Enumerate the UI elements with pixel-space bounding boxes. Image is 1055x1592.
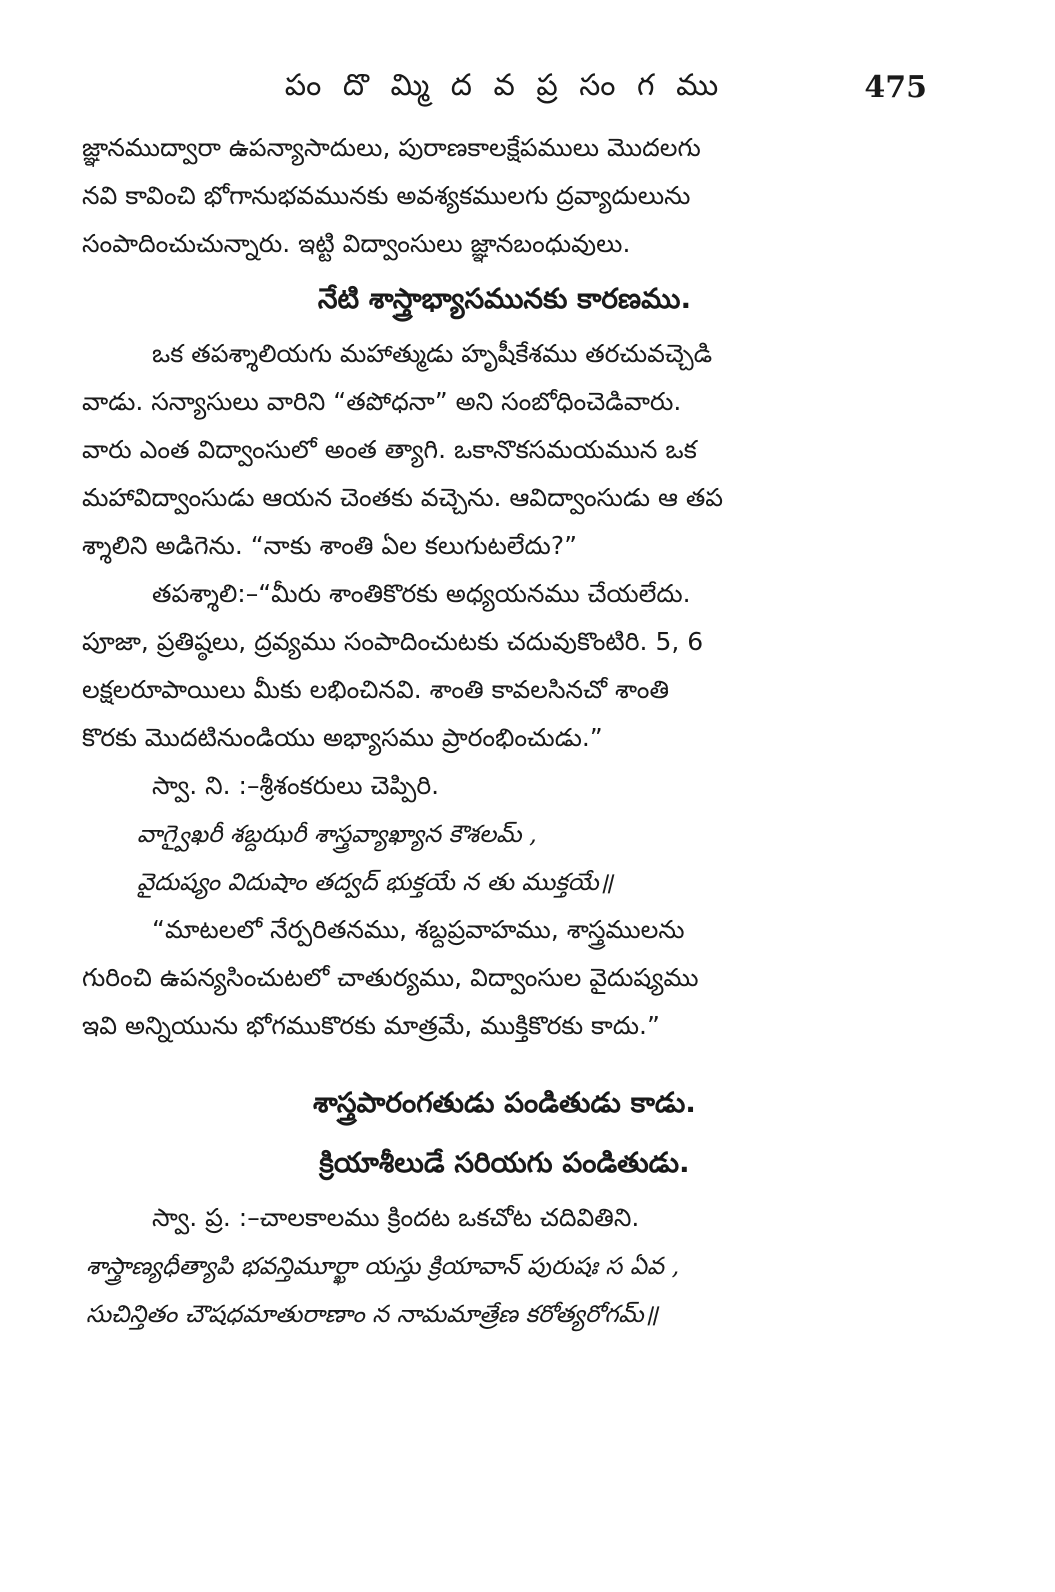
text-line: వారు ఎంత విద్వాంసులో అంత త్యాగి. ఒకానొకసమయమున ఒక [82,435,697,464]
sanskrit-verse-2 [82,1242,927,1338]
text-line: జ్ఞానముద్వారా ఉపన్యాసాదులు, పురాణకాలక్షేపములు మొదలగు [82,133,701,162]
section-heading: నేటి శాస్త్రాభ్యాసమునకు కారణము. [317,282,692,315]
book-page [82,60,927,1338]
verse-line: సుచిన్తితం చౌషధమాతురాణాం న నామమాత్రేణ కరోత్యరోగమ్॥ [86,1300,659,1328]
text-line: ఒక తపశ్శాలియగు మహాత్ముడు హృషీకేశము తరచువచ్చెడి [152,339,713,368]
text-line: శ్శాలిని అడిగెను. “నాకు శాంతి ఏల కలుగుటలేదు?” [82,531,578,560]
paragraph-3 [82,570,927,762]
text-line: నవి కావించి భోగానుభవమునకు అవశ్యకములగు ద్రవ్యాదులును [82,181,691,210]
text-line: “మాటలలో నేర్పరితనము, శబ్దప్రవాహము, శాస్త్రములను [152,915,685,944]
chapter-title: పం దొ మ్మి ద వ ప్ర సం గ ము [284,68,725,103]
paragraph-2 [82,330,927,570]
page-number: 475 [864,70,927,105]
text-line: లక్షలరూపాయిలు మీకు లభించినవి. శాంతి కావలసినచో శాంతి [82,675,670,704]
verse-line: వాగ్వైఖరీ శబ్దఝరీ శాస్త్రవ్యాఖ్యాన కౌశలమ్ , [137,820,537,848]
section-heading: శాస్త్రపారంగతుడు పండితుడు కాడు. [313,1086,696,1119]
verse-line: శాస్త్రాణ్యధీత్యాపి భవన్తిమూర్ఖా యస్తు క్రియావాన్ పురుషః స ఏవ , [86,1252,680,1280]
verse-line: వైదుష్యం విదుషాం తద్వద్ భుక్తయే న తు ముక్తయే॥ [137,868,613,896]
text-line: కొరకు మొదటినుండియు అభ్యాసము ప్రారంభించుడు.” [82,723,603,752]
text-line: తపశ్శాలి:–“మీరు శాంతికొరకు అధ్యయనము చేయలేదు. [152,579,691,608]
text-line: గురించి ఉపన్యసించుటలో చాతుర్యము, విద్వాంసుల వైదుష్యము [82,963,699,992]
text-line: సంపాదించుచున్నారు. ఇట్టి విద్వాంసులు జ్ఞానబంధువులు. [82,229,631,258]
running-header [82,60,927,124]
paragraph-5 [82,906,927,1050]
text-line: ఇవి అన్నియును భోగముకొరకు మాత్రమే, ముక్తికొరకు కాదు.” [82,1011,660,1040]
section-heading: క్రియాశీలుడే సరియగు పండితుడు. [319,1146,690,1179]
speaker-line: స్వా. ప్ర. :–చాలకాలము క్రిందట ఒకచోట చదివితిని. [152,1203,640,1232]
text-line: పూజా, ప్రతిష్ఠలు, ద్రవ్యము సంపాదించుటకు చదువుకొంటిరి. 5, 6 [82,627,704,656]
text-line: మహావిద్వాంసుడు ఆయన చెంతకు వచ్చెను. ఆవిద్వాంసుడు ఆ తప [82,483,724,512]
speaker-line: స్వా. ని. :–శ్రీశంకరులు చెప్పిరి. [152,771,440,800]
text-line: వాడు. సన్యాసులు వారిని “తపోధనా” అని సంబోధించెడివారు. [82,387,682,416]
sanskrit-verse-1 [82,810,927,906]
paragraph-1 [82,124,927,268]
